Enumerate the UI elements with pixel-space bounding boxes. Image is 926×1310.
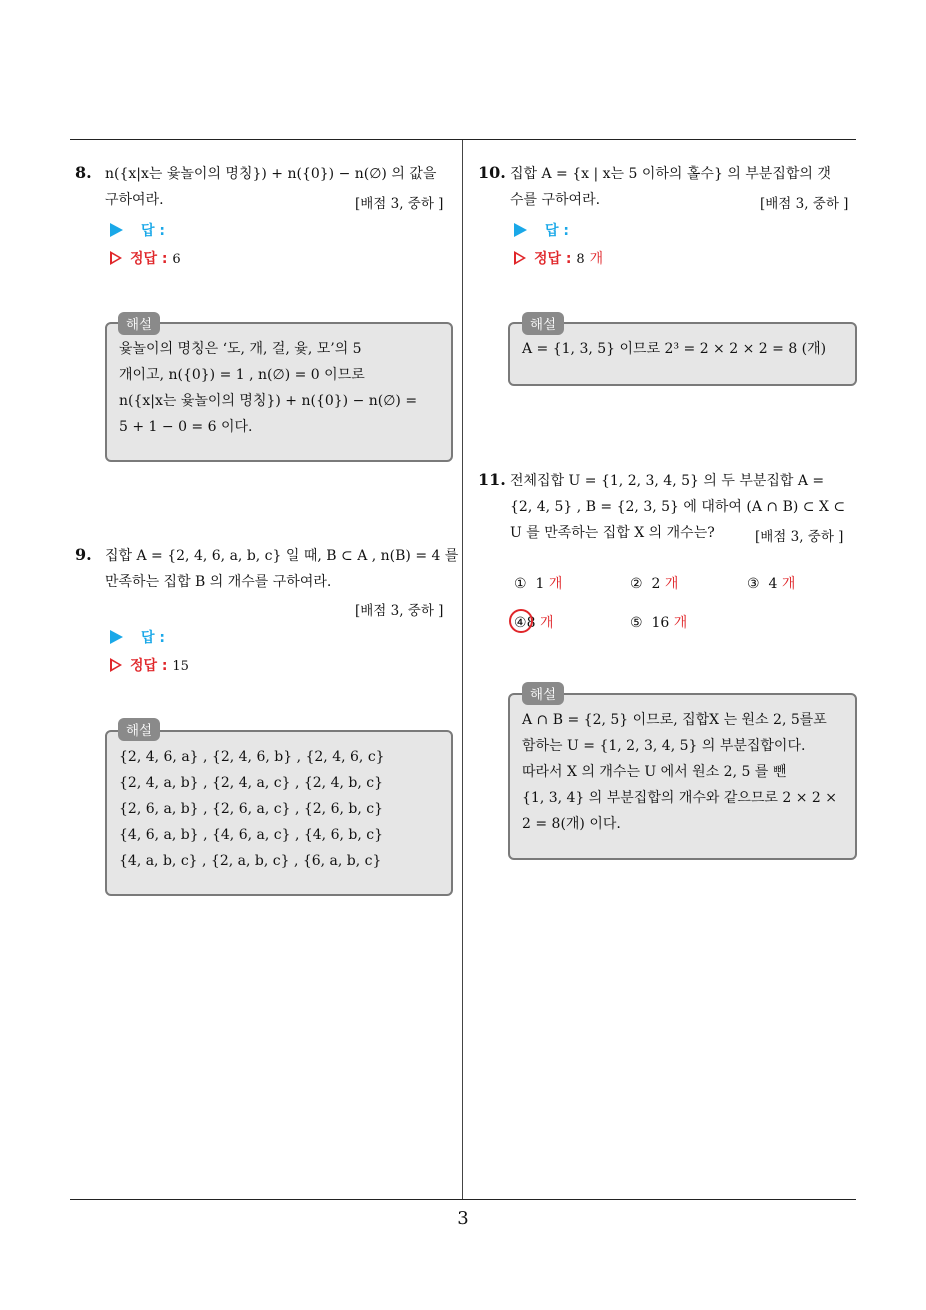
unit-label: 개 — [539, 615, 554, 631]
points-label: [배점 3, 중하 ] — [355, 603, 444, 619]
play-icon — [514, 223, 527, 237]
explanation-line: A ∩ B = {2, 5} 이므로, 집합X 는 원소 2, 5를포 — [522, 712, 827, 728]
explanation-line: {1, 3, 4} 의 부분집합의 개수와 같으므로 2 × 2 × — [522, 790, 838, 806]
correct-label: 정답 : — [130, 658, 168, 674]
unit-label: 개 — [548, 576, 563, 592]
question-number: 10. — [478, 163, 506, 182]
question-text-line: 집합 A = {x | x는 5 이하의 홀수} 의 부분집합의 갯 — [510, 166, 831, 182]
explanation-box — [105, 322, 453, 462]
correct-label: 정답 : — [534, 251, 572, 267]
unit-label: 개 — [664, 576, 679, 592]
unit-label: 개 — [673, 615, 688, 631]
answer-text: 답 : — [141, 630, 165, 646]
answer-label — [110, 627, 165, 647]
explanation-box — [105, 730, 453, 896]
explanation-label: 해설 — [118, 312, 160, 335]
explanation-line: {2, 4, 6, a} , {2, 4, 6, b} , {2, 4, 6, c} — [119, 749, 385, 765]
explanation-line: 함하는 U = {1, 2, 3, 4, 5} 의 부분집합이다. — [522, 738, 806, 754]
correct-value: 8 — [576, 252, 585, 267]
choice-mark: ③ — [747, 576, 760, 592]
question-text-line: 전체집합 U = {1, 2, 3, 4, 5} 의 두 부분집합 A = — [510, 473, 825, 489]
correct-answer — [514, 248, 603, 268]
explanation-label: 해설 — [118, 718, 160, 741]
unit-label: 개 — [589, 251, 604, 267]
explanation-line: {2, 6, a, b} , {2, 6, a, c} , {2, 6, b, c} — [119, 801, 383, 817]
choice-1[interactable] — [514, 573, 562, 593]
choice-2[interactable] — [630, 573, 678, 593]
choice-value: 1 — [535, 576, 545, 592]
correct-value: 15 — [172, 659, 189, 674]
choice-value: 16 — [651, 615, 670, 631]
choice-value: 2 — [651, 576, 661, 592]
explanation-line: {4, a, b, c} , {2, a, b, c} , {6, a, b, c} — [119, 853, 382, 869]
question-number: 8. — [75, 163, 92, 182]
question-text-line: 수를 구하여라. — [510, 192, 601, 208]
selected-answer-circle — [509, 609, 533, 633]
choice-value: 4 — [768, 576, 778, 592]
answer-text: 답 : — [545, 223, 569, 239]
outline-triangle-icon — [514, 251, 526, 265]
explanation-line: {2, 4, a, b} , {2, 4, a, c} , {2, 4, b, c} — [119, 775, 383, 791]
explanation-line: 2 = 8(개) 이다. — [522, 816, 621, 832]
explanation-line: 개이고, n({0}) = 1 , n(∅) = 0 이므로 — [119, 367, 365, 383]
explanation-line: n({x|x는 윷놀이의 명칭}) + n({0}) − n(∅) = — [119, 393, 418, 409]
choice-value: 8 — [526, 615, 536, 631]
choice-mark: ① — [514, 576, 527, 592]
correct-label: 정답 : — [130, 251, 168, 267]
correct-answer — [110, 655, 189, 675]
choice-mark: ② — [630, 576, 643, 592]
question-number: 9. — [75, 545, 92, 564]
page-number: 3 — [457, 1208, 469, 1229]
question-text-line: n({x|x는 윷놀이의 명칭}) + n({0}) − n(∅) 의 값을 — [105, 166, 437, 182]
column-divider — [462, 140, 463, 1200]
question-text-line: 구하여라. — [105, 192, 164, 208]
choice-3[interactable] — [747, 573, 795, 593]
question-text-line: 만족하는 집합 B 의 개수를 구하여라. — [105, 574, 332, 590]
correct-value: 6 — [172, 252, 181, 267]
explanation-line: 5 + 1 − 0 = 6 이다. — [119, 419, 253, 435]
explanation-line: A = {1, 3, 5} 이므로 2³ = 2 × 2 × 2 = 8 (개) — [522, 341, 827, 357]
correct-answer — [110, 248, 181, 268]
explanation-line: 윷놀이의 명칭은 ‘도, 개, 걸, 윷, 모’의 5 — [119, 341, 362, 357]
question-number: 11. — [478, 470, 506, 489]
header-rule — [70, 139, 856, 140]
question-text-line: {2, 4, 5} , B = {2, 3, 5} 에 대하여 (A ∩ B) ⊂ X ⊂ — [510, 499, 846, 515]
play-icon — [110, 630, 123, 644]
answer-label — [514, 220, 569, 240]
points-label: [배점 3, 중하 ] — [755, 529, 844, 545]
points-label: [배점 3, 중하 ] — [760, 196, 849, 212]
play-icon — [110, 223, 123, 237]
explanation-label: 해설 — [522, 682, 564, 705]
question-text-line: 집합 A = {2, 4, 6, a, b, c} 일 때, B ⊂ A , n(B) = 4 를 — [105, 548, 459, 564]
outline-triangle-icon — [110, 251, 122, 265]
unit-label: 개 — [781, 576, 796, 592]
choice-mark: ⑤ — [630, 615, 643, 631]
question-text-line: U 를 만족하는 집합 X 의 개수는? — [510, 525, 715, 541]
choice-5[interactable] — [630, 612, 687, 632]
footer-rule — [70, 1199, 856, 1200]
outline-triangle-icon — [110, 658, 122, 672]
explanation-label: 해설 — [522, 312, 564, 335]
explanation-box — [508, 693, 857, 860]
points-label: [배점 3, 중하 ] — [355, 196, 444, 212]
answer-label — [110, 220, 165, 240]
explanation-line: 따라서 X 의 개수는 U 에서 원소 2, 5 를 뺀 — [522, 764, 787, 780]
answer-text: 답 : — [141, 223, 165, 239]
explanation-line: {4, 6, a, b} , {4, 6, a, c} , {4, 6, b, c} — [119, 827, 383, 843]
choice-mark: ④ — [514, 615, 527, 631]
